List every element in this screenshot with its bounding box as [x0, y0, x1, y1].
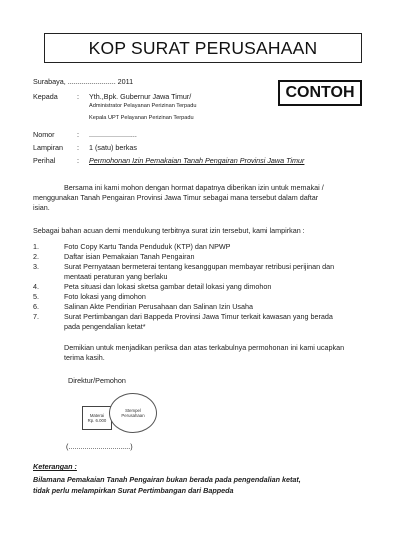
perihal-label: Perihal — [33, 156, 56, 165]
list-item: Foto Copy Kartu Tanda Penduduk (KTP) dan NPWP — [64, 242, 231, 251]
signer-name-line: (...............................) — [66, 442, 133, 451]
kepada-colon: : — [77, 92, 79, 101]
keterangan-line-1: Bilamana Pemakaian Tanah Pengairan bukan berada pada pengendalian ketat, — [33, 475, 301, 484]
paragraph-1-line-1: Bersama ini kami mohon dengan hormat dapatnya diberikan izin untuk memakai / — [64, 183, 324, 192]
list-item-number: 7. — [33, 312, 39, 321]
kepada-value: Yth.,Bpk. Gubernur Jawa Timur/ — [89, 92, 192, 101]
list-item: Surat Pertimbangan dari Bappeda Provinsi Jawa Timur terkait kawasan yang berada — [64, 312, 333, 321]
list-item: Surat Pernyataan bermeterai tentang kesanggupan membayar retribusi perijinan dan — [64, 262, 335, 271]
materai-box — [82, 406, 112, 430]
letterhead-box — [44, 33, 362, 63]
list-item-number: 2. — [33, 252, 39, 261]
paragraph-2: Sebagai bahan acuan demi mendukung terbitnya surat izin tersebut, kami lampirkan : — [33, 226, 305, 235]
closing-line-2: terima kasih. — [64, 353, 105, 362]
example-stamp — [278, 80, 362, 106]
company-seal-circle — [109, 393, 157, 433]
materai-amount: Rp. 6.000 — [87, 418, 107, 423]
list-item: Daftar isian Pemakaian Tanah Pengairan — [64, 252, 195, 261]
list-item-continuation: pada pengendalian ketat* — [64, 322, 146, 331]
example-label: CONTOH — [285, 84, 355, 101]
lampiran-label: Lampiran — [33, 143, 63, 152]
paragraph-1-line-2: menggunakan Tanah Pengairan Provinsi Jawa Timur sebagai mana tersebut dalam daftar — [33, 193, 319, 202]
keterangan-line-2: tidak perlu melampirkan Surat Pertimbangan dari Bappeda — [33, 486, 234, 495]
closing-line-1: Demikian untuk menjadikan periksa dan atas terkabulnya permohonan ini kami ucapkan — [64, 343, 345, 352]
perihal-value: Permohonan Izin Pemakaian Tanah Pengairan Provinsi Jawa Timur — [89, 156, 305, 165]
nomor-value: ........................ — [89, 130, 137, 139]
list-item-number: 1. — [33, 242, 39, 251]
list-item: Peta situasi dan lokasi sketsa gambar detail lokasi yang dimohon — [64, 282, 272, 291]
nomor-label: Nomor — [33, 130, 55, 139]
kepada-line-3: Kepala UPT Pelayanan Perizinan Terpadu — [89, 115, 194, 121]
list-item: Salinan Akte Pendirian Perusahaan dan Salinan Izin Usaha — [64, 302, 254, 311]
list-item: Foto lokasi yang dimohon — [64, 292, 146, 301]
list-item-number: 6. — [33, 302, 39, 311]
paragraph-1-line-3: isian. — [33, 203, 50, 212]
materai-label: Materai — [89, 412, 105, 418]
lampiran-value: 1 (satu) berkas — [89, 143, 137, 152]
list-item-continuation: mentaati peraturan yang berlaku — [64, 272, 168, 281]
list-item-number: 4. — [33, 282, 39, 291]
kepada-line-2: Administrator Pelayanan Perizinan Terpadu — [89, 103, 197, 109]
keterangan-title: Keterangan : — [33, 462, 77, 471]
lampiran-colon: : — [77, 143, 79, 152]
seal-label-2: Perusahaan — [121, 413, 145, 418]
seal-label-1: Stempel — [125, 407, 141, 413]
perihal-colon: : — [77, 156, 79, 165]
place-date: Surabaya, ........................ 2011 — [33, 77, 134, 86]
letterhead-title: KOP SURAT PERUSAHAAN — [88, 37, 318, 58]
list-item-number: 3. — [33, 262, 39, 271]
kepada-label: Kepada — [33, 92, 58, 101]
signer-role: Direktur/Pemohon — [68, 376, 126, 385]
nomor-colon: : — [77, 130, 79, 139]
list-item-number: 5. — [33, 292, 39, 301]
